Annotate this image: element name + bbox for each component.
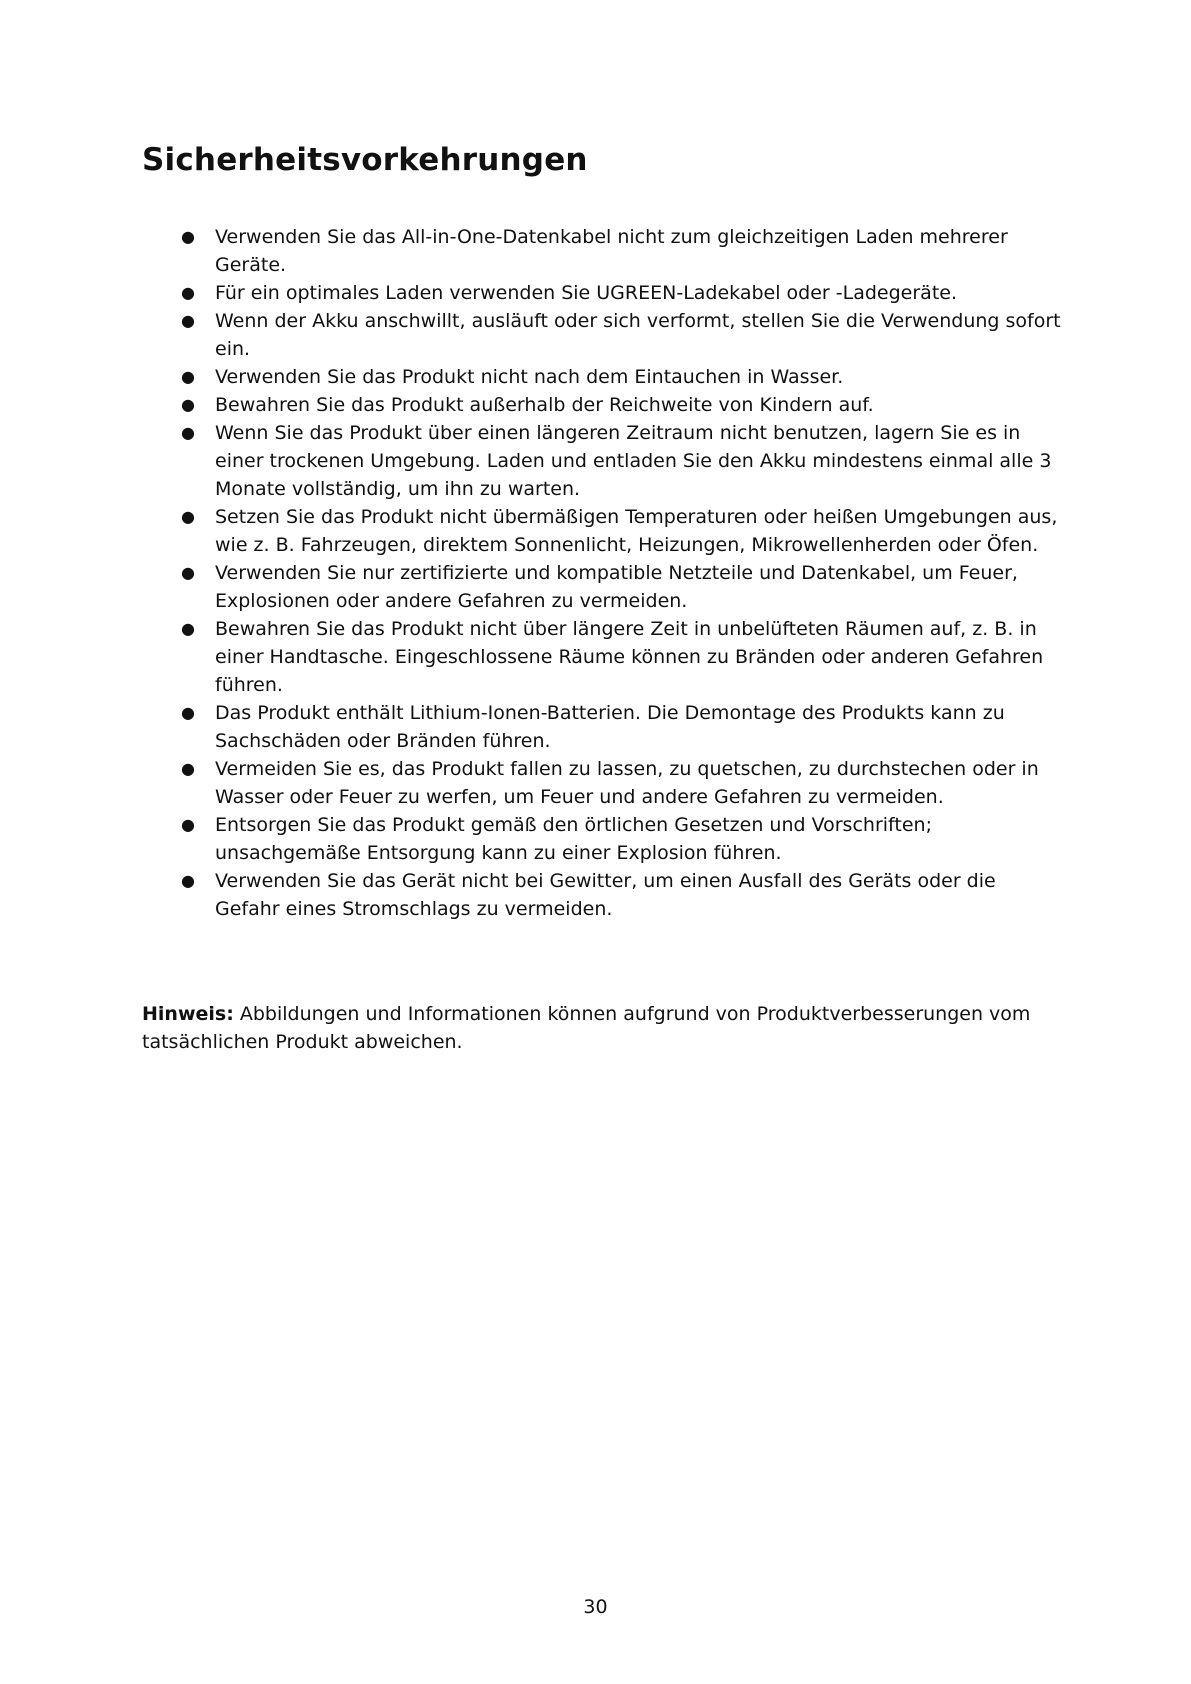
note-label: Hinweis: — [142, 1003, 234, 1025]
list-item — [142, 307, 1062, 363]
bullet-icon: ● — [181, 619, 195, 638]
list-item — [142, 867, 1062, 923]
bullet-icon: ● — [181, 815, 195, 834]
list-item-text: Bewahren Sie das Produkt nicht über längere Zeit in unbelüfteten Räumen auf, z. B. in einer Handtasche. Eingeschlossene Räume können zu Bränden oder anderen Gefahren führen. — [215, 618, 1044, 696]
list-item-text: Verwenden Sie nur zertifizierte und kompatible Netzteile und Datenkabel, um Feuer, Explosionen oder andere Gefahren zu vermeiden. — [215, 562, 1018, 612]
list-item — [142, 811, 1062, 867]
bullet-icon: ● — [181, 563, 195, 582]
list-item-text: Setzen Sie das Produkt nicht übermäßigen Temperaturen oder heißen Umgebungen aus, wie z. B. Fahrzeugen, direktem Sonnenlicht, Heizungen, Mikrowellenherden oder Öfen. — [215, 506, 1058, 556]
page-number: 30 — [583, 1596, 608, 1618]
list-item — [142, 419, 1062, 503]
list-item — [142, 223, 1062, 279]
bullet-icon: ● — [181, 395, 195, 414]
bullet-icon: ● — [181, 367, 195, 386]
list-item — [142, 699, 1062, 755]
list-item-text: Verwenden Sie das All-in-One-Datenkabel nicht zum gleichzeitigen Laden mehrerer Geräte. — [215, 226, 1008, 276]
list-item — [142, 503, 1062, 559]
safety-list — [142, 223, 1062, 923]
list-item-text: Bewahren Sie das Produkt außerhalb der Reichweite von Kindern auf. — [215, 394, 874, 416]
note-text: Abbildungen und Informationen können aufgrund von Produktverbesserungen vom tatsächlichen Produkt abweichen. — [142, 1003, 1031, 1053]
list-item-text: Vermeiden Sie es, das Produkt fallen zu lassen, zu quetschen, zu durchstechen oder in Wasser oder Feuer zu werfen, um Feuer und andere Gefahren zu vermeiden. — [215, 758, 1039, 808]
bullet-icon: ● — [181, 423, 195, 442]
list-item-text: Verwenden Sie das Gerät nicht bei Gewitter, um einen Ausfall des Geräts oder die Gefahr eines Stromschlags zu vermeiden. — [215, 870, 996, 920]
list-item — [142, 615, 1062, 699]
list-item-text: Wenn Sie das Produkt über einen längeren Zeitraum nicht benutzen, lagern Sie es in einer trockenen Umgebung. Laden und entladen Sie den Akku mindestens einmal alle 3 Monate vollständig, um ihn zu warten. — [215, 422, 1052, 500]
bullet-icon: ● — [181, 871, 195, 890]
bullet-icon: ● — [181, 507, 195, 526]
list-item-text: Verwenden Sie das Produkt nicht nach dem Eintauchen in Wasser. — [215, 366, 844, 388]
bullet-icon: ● — [181, 227, 195, 246]
list-item — [142, 559, 1062, 615]
note-paragraph — [142, 1000, 1062, 1056]
bullet-icon: ● — [181, 283, 195, 302]
list-item-text: Das Produkt enthält Lithium-Ionen-Batterien. Die Demontage des Produkts kann zu Sachschäden oder Bränden führen. — [215, 702, 1005, 752]
bullet-icon: ● — [181, 759, 195, 778]
page-title: Sicherheitsvorkehrungen — [142, 142, 588, 178]
list-item — [142, 391, 1062, 419]
bullet-icon: ● — [181, 703, 195, 722]
list-item-text: Entsorgen Sie das Produkt gemäß den örtlichen Gesetzen und Vorschriften; unsachgemäße Entsorgung kann zu einer Explosion führen. — [215, 814, 932, 864]
list-item — [142, 363, 1062, 391]
list-item-text: Wenn der Akku anschwillt, ausläuft oder sich verformt, stellen Sie die Verwendung sofort ein. — [215, 310, 1061, 360]
bullet-icon: ● — [181, 311, 195, 330]
list-item-text: Für ein optimales Laden verwenden Sie UGREEN-Ladekabel oder -Ladegeräte. — [215, 282, 957, 304]
list-item — [142, 755, 1062, 811]
list-item — [142, 279, 1062, 307]
